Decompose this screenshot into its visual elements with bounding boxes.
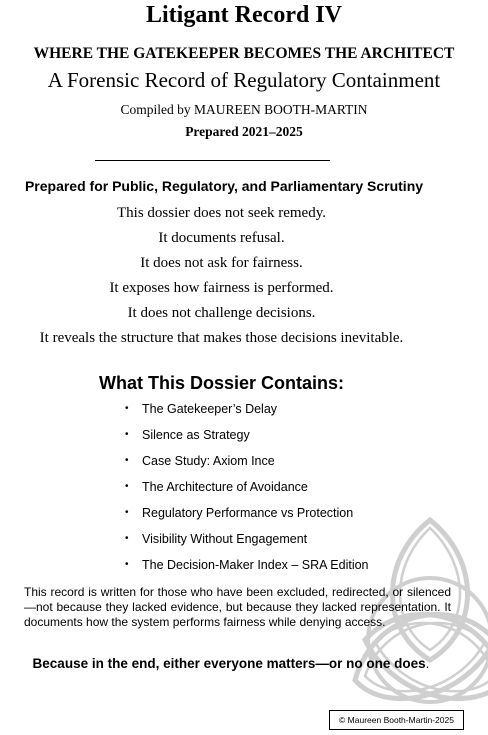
statement-line: It documents refusal. (158, 230, 285, 246)
list-item (125, 528, 369, 554)
scrutiny-heading: Prepared for Public, Regulatory, and Parliamentary Scrutiny (24, 178, 424, 194)
closing-text: Because in the end, either everyone matters—or no one does (32, 656, 426, 671)
list-item-label: Silence as Strategy (142, 428, 250, 442)
statement-line: It reveals the structure that makes those decisions inevitable. (39, 330, 404, 346)
list-item (125, 554, 369, 580)
list-item-label: The Decision-Maker Index – SRA Edition (142, 558, 369, 572)
closing-period: . (425, 656, 430, 671)
statement-line: It does not challenge decisions. (127, 305, 316, 321)
list-item-label: Regulatory Performance vs Protection (142, 506, 354, 520)
compiled-by: Compiled by MAUREEN BOOTH-MARTIN (120, 102, 368, 117)
closing-statement (0, 655, 462, 673)
bullet-icon: • (125, 533, 129, 544)
list-item-label: The Architecture of Avoidance (142, 480, 308, 494)
bullet-icon: • (125, 455, 129, 466)
list-item-label: The Gatekeeper’s Delay (142, 402, 278, 416)
bullet-icon: • (125, 429, 129, 440)
copyright-notice: © Maureen Booth-Martin-2025 (329, 710, 464, 730)
subtitle-caps: WHERE THE GATEKEEPER BECOMES THE ARCHITECT (33, 45, 455, 62)
bullet-icon: • (125, 507, 129, 518)
statement-line: This dossier does not seek remedy. (117, 205, 326, 221)
statement-line: It exposes how fairness is performed. (109, 280, 334, 296)
divider-rule (95, 160, 330, 161)
list-item-label: Case Study: Axiom Ince (142, 454, 275, 468)
list-item (125, 424, 369, 450)
statement-line: It does not ask for fairness. (140, 255, 303, 271)
document-title: Litigant Record IV (146, 2, 342, 28)
bullet-icon: • (125, 559, 129, 570)
list-item (125, 502, 369, 528)
bullet-icon: • (125, 481, 129, 492)
subtitle: A Forensic Record of Regulatory Containment (47, 68, 441, 92)
list-item (125, 398, 369, 424)
list-item-label: Visibility Without Engagement (142, 532, 308, 546)
list-item (125, 450, 369, 476)
bullet-icon: • (125, 403, 129, 414)
list-item (125, 476, 369, 502)
contents-list (125, 398, 369, 580)
contents-heading: What This Dossier Contains: (98, 373, 345, 393)
prepared-dates: Prepared 2021–2025 (185, 124, 303, 139)
intro-paragraph: This record is written for those who have been excluded, redirected, or silenced—not because they lacked evidence, but because they lacked representation. It documents how the system performs fairness while denying access. (24, 585, 451, 629)
